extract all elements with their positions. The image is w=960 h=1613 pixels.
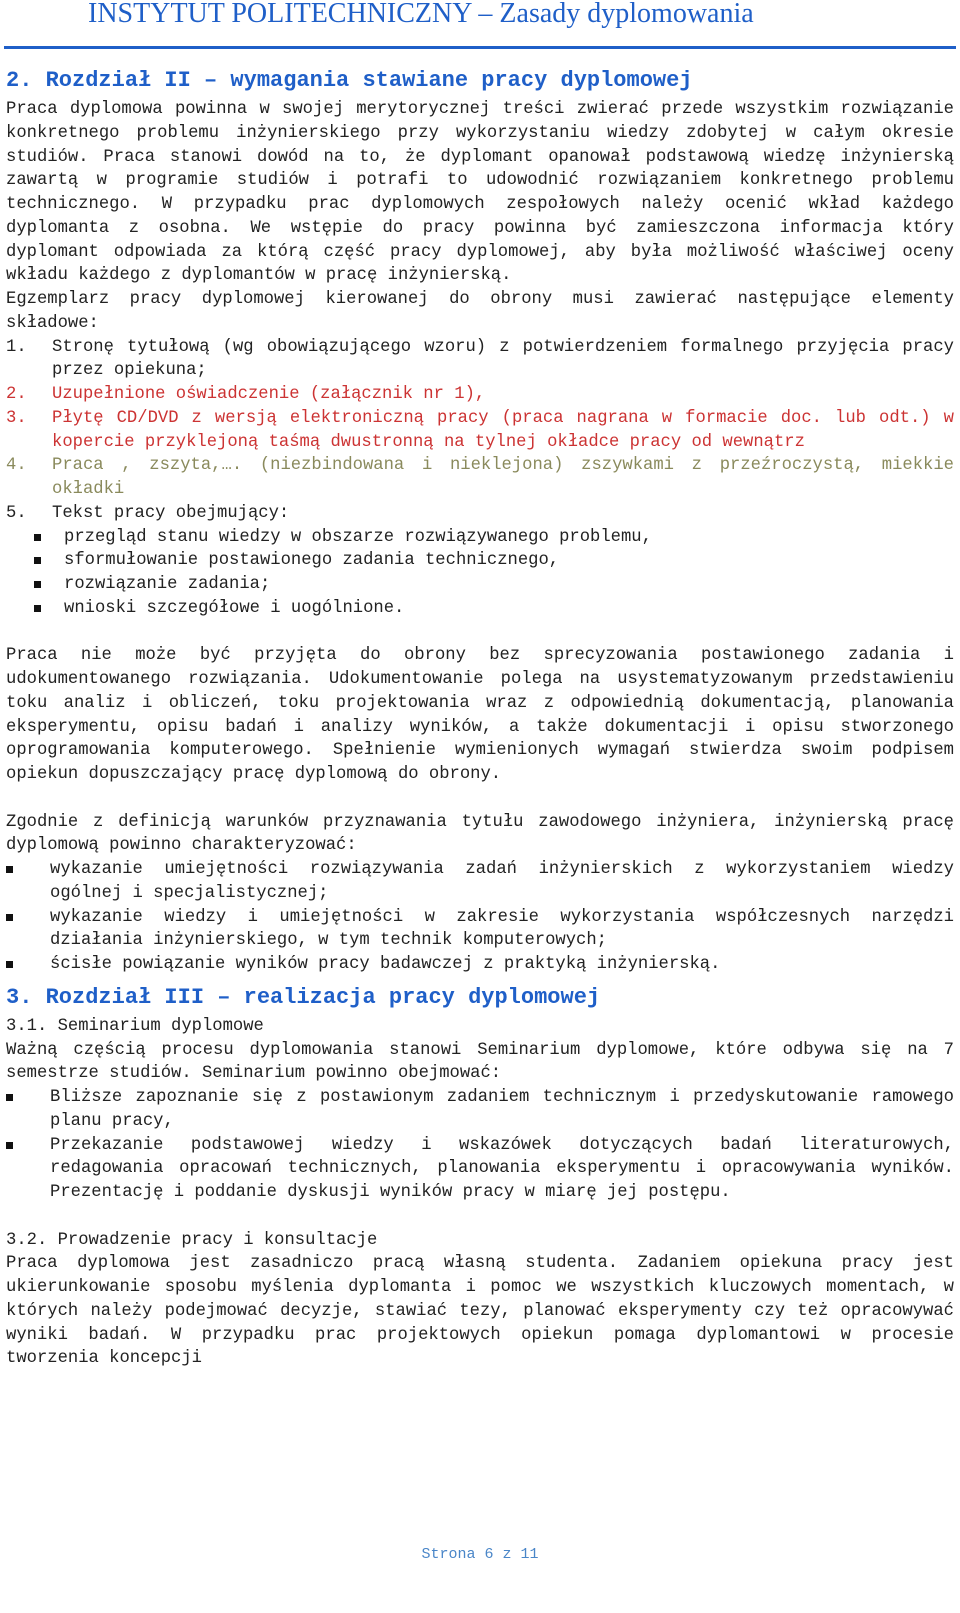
list-item: Przekazanie podstawowej wiedzy i wskazówek dotyczących badań literaturowych, redagowania opracowań technicznych, planowania eksperymentu i opracowywania wyników. Prezentację i poddanie dyskusji wyników pracy w miarę jej postępu. bbox=[6, 1134, 954, 1205]
square-bullet-icon bbox=[34, 534, 41, 541]
list-item-number: 2. bbox=[6, 385, 27, 404]
list-item-text: Tekst pracy obejmujący: bbox=[52, 503, 290, 523]
header-title: INSTYTUT POLITECHNICZNY – Zasady dyplomowania bbox=[88, 0, 754, 29]
square-bullet-icon bbox=[6, 1094, 13, 1101]
list-item-number: 4. bbox=[6, 456, 27, 476]
section-2-intro-paragraph bbox=[6, 98, 954, 288]
square-bullet-icon bbox=[6, 961, 13, 968]
list-item: sformułowanie postawionego zadania technicznego, bbox=[6, 549, 954, 573]
intro-sentence-1: Praca dyplomowa powinna w swojej merytorycznej treści zwierać przede wszystkim rozwiązanie konkretnego problemu inżynierskiego przy wykorzystaniu wiedzy zdobytej w całym okresie studiów. bbox=[6, 100, 954, 167]
supervision-paragraph: Praca dyplomowa jest zasadniczo pracą własną studenta. Zadaniem opiekuna pracy jest ukierunkowanie sposobu myślenia dyplomanta i pomoc we wszystkich kluczowych momentach, w których należy podejmować decyzje, stawiać tezy, planować eksperymenty czy też opracowywać wyniki badań. W przypadku prac projektowych opiekun pomaga dyplomantowi w procesie tworzenia koncepcji bbox=[6, 1254, 954, 1369]
list-item-text: Uzupełnione oświadczenie (załącznik nr 1), bbox=[52, 385, 486, 404]
intro-sentence-2: Praca stanowi dowód na to, że dyplomant opanował podstawową wiedzę inżynierską zawartą w programie studiów i potrafi to udowodnić rozwiązaniem konkretnego problemu technicznego. bbox=[6, 147, 954, 214]
required-elements-intro: Egzemplarz pracy dyplomowej kierowanej do obrony musi zawierać następujące elementy składowe: bbox=[6, 290, 954, 333]
list-item-number: 1. bbox=[6, 337, 27, 357]
list-item bbox=[6, 454, 954, 502]
subsection-3-1-title: 3.1. Seminarium dyplomowe bbox=[6, 1016, 264, 1036]
list-item-number: 5. bbox=[6, 503, 27, 523]
list-item: Bliższe zapoznanie się z postawionym zadaniem technicznym i przedyskutowanie ramowego planu pracy, bbox=[6, 1086, 954, 1134]
list-item: ścisłe powiązanie wyników pracy badawczej z praktyką inżynierską. bbox=[6, 953, 954, 977]
square-bullet-icon bbox=[34, 557, 41, 564]
list-item: rozwiązanie zadania; bbox=[6, 573, 954, 597]
required-elements-list bbox=[6, 336, 954, 526]
page-number: Strona 6 z 11 bbox=[421, 1546, 539, 1563]
list-item bbox=[6, 502, 954, 526]
section-3-heading: 3. Rozdział III – realizacja pracy dyplomowej bbox=[6, 984, 601, 1010]
list-item: przegląd stanu wiedzy w obszarze rozwiązywanego problemu, bbox=[6, 526, 954, 550]
list-item-text: Stronę tytułową (wg obowiązującego wzoru) z potwierdzeniem formalnego przyjęcia pracy przez opiekuna; bbox=[52, 337, 954, 381]
list-item-text: Praca , zszyta,…. (niezbindowana i nieklejona) zszywkami z przeźroczystą, miekkie okładki bbox=[52, 456, 954, 499]
engineer-definition-paragraph: Zgodnie z definicją warunków przyznawania tytułu zawodowego inżyniera, inżynierską pracę dyplomową powinno charakteryzować: bbox=[6, 812, 954, 856]
square-bullet-icon bbox=[6, 914, 13, 921]
list-item-text: Płytę CD/DVD z wersją elektroniczną pracy (praca nagrana w formacie doc. lub odt.) w kopercie przyklejoną taśmą dwustronną na tylnej okładce pracy od wewnątrz bbox=[52, 408, 954, 452]
intro-sentence-3: W przypadku prac dyplomowych zespołowych należy ocenić wkład każdego dyplomanta z osobna. bbox=[6, 195, 954, 238]
header-rule bbox=[4, 46, 956, 49]
square-bullet-icon bbox=[6, 866, 13, 873]
page-content bbox=[6, 66, 954, 1371]
list-item: wykazanie wiedzy i umiejętności w zakresie wykorzystania współczesnych narzędzi działania inżynierskiego, w tym technik komputerowych; bbox=[6, 906, 954, 954]
page-header bbox=[0, 0, 960, 52]
list-item bbox=[6, 407, 954, 455]
square-bullet-icon bbox=[34, 581, 41, 588]
list-item-number: 3. bbox=[6, 408, 27, 428]
list-item: wykazanie umiejętności rozwiązywania zadań inżynierskich z wykorzystaniem wiedzy ogólnej i specjalistycznej; bbox=[6, 858, 954, 906]
subsection-3-2-title: 3.2. Prowadzenie pracy i konsultacje bbox=[6, 1230, 378, 1250]
intro-sentence-4: We wstępie do pracy powinna być zamieszczona informacja który dyplomant odpowiada za którą część pracy dyplomowej, aby była możliwość właściwej oceny wkładu każdego z dyplomantów w pracę inżynierską. bbox=[6, 218, 954, 286]
documentation-paragraph: Praca nie może być przyjęta do obrony bez sprecyzowania postawionego zadania i udokumentowanego rozwiązania. Udokumentowanie polega na usystematyzowanym przedstawieniu toku analiz i obliczeń, toku projektowania wraz z odpowiednią dokumentacją, planowania eksperymentu, opisu badań i analizy wyników, a także dokumentacji i opisu stworzonego oprogramowania komputerowego. Spełnienie wymienionych wymagań stwierdza swoim podpisem opiekun dopuszczający pracę dyplomową do obrony. bbox=[6, 646, 954, 784]
thesis-text-contents-list bbox=[6, 526, 954, 621]
square-bullet-icon bbox=[34, 605, 41, 612]
list-item: wnioski szczegółowe i uogólnione. bbox=[6, 597, 954, 621]
section-2-heading: 2. Rozdział II – wymagania stawiane pracy dyplomowej bbox=[6, 68, 693, 93]
engineer-criteria-list bbox=[6, 858, 954, 977]
list-item bbox=[6, 383, 954, 407]
seminar-list bbox=[6, 1086, 954, 1205]
square-bullet-icon bbox=[6, 1142, 13, 1149]
seminar-paragraph: Ważną częścią procesu dyplomowania stanowi Seminarium dyplomowe, które odbywa się na 7 semestrze studiów. Seminarium powinno obejmować: bbox=[6, 1040, 954, 1084]
list-item bbox=[6, 336, 954, 384]
